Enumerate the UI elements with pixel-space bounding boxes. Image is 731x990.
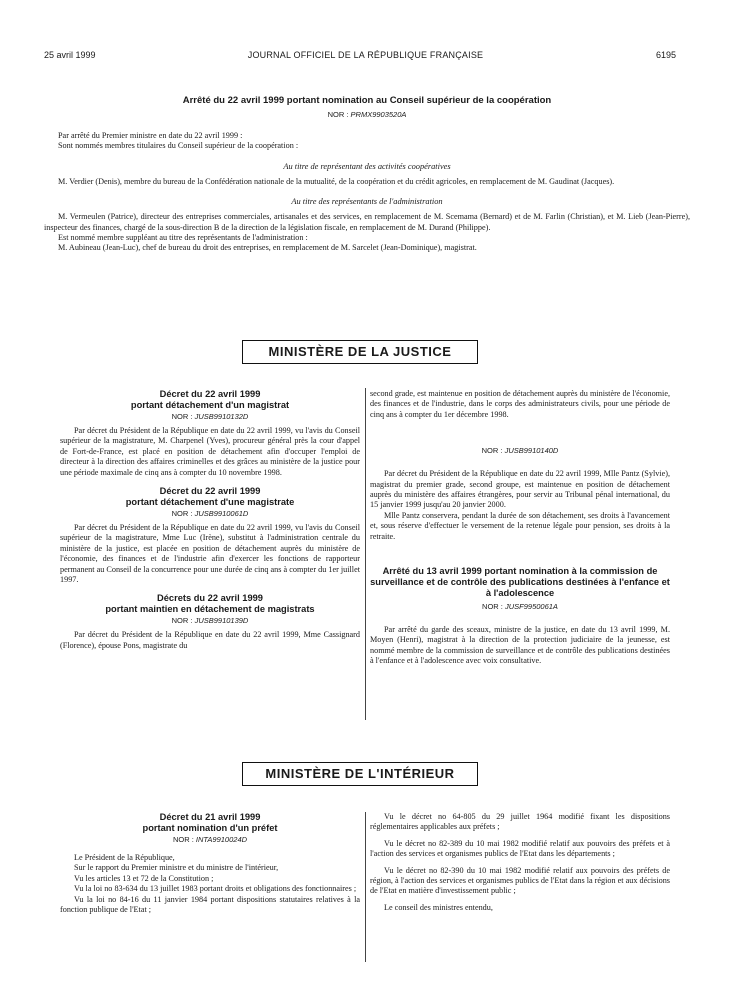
right-text2: Par décret du Président de la République en date du 22 avril 1999, Mlle Pantz (Sylvie), magistrat du premier grade, second groupe, est maintenue en position de détachement auprès du ministère des affaires étrangères, pour servir au Tribunal pénal international, du 15 janvier 1999 jusqu'au 20 janvier 2000. <box>370 469 670 510</box>
header-date: 25 avril 1999 <box>44 50 96 60</box>
page-number: 6195 <box>656 50 677 60</box>
journal-title: JOURNAL OFFICIEL DE LA RÉPUBLIQUE FRANÇAISE <box>247 50 484 60</box>
right-text3: Mlle Pantz conservera, pendant la durée de son détachement, ses droits à l'avancement et, sous réserve d'effectuer le versement de la retenue légale pour pension, ses droits à la retraite. <box>370 510 670 541</box>
interieur-right-column <box>370 812 670 913</box>
justice-left-column <box>60 389 360 651</box>
decret4-title: Décret du 21 avril 1999 portant nomination d'un préfet <box>142 812 278 833</box>
decret4-line1: Le Président de la République, <box>74 853 175 862</box>
arrete-body: Par arrêté du Premier ministre en date du 22 avril 1999 : Sont nommés membres titulaires du Conseil supérieur de la coopération : Au titre de représentant des activités coopératives M. Verdier (Denis), membre du bureau de la Confédération nationale de la mutualité, de la coopération et du crédit agricoles, en remplacement de M. Gaudinat (Jacques). Au titre des représentants de l'administration M. Vermeulen (Patrice), directeur des entreprises commerciales, artisanales et des services, en remplacement de M. Scemama (Bernard) et de M. Farlin (Christian), et M. Lieb (Jean-Pierre), inspecteur des finances, chargé de la sous-direction B de la direction de la législation fiscale, en remplacement de M. Durand (Philippe). Est nommé membre suppléant au titre des représentants de l'administration : M. Aubineau (Jean-Luc), chef de bureau du droit des entreprises, en remplacement de M. Sarcelet (Jean-Dominique), magistrat. <box>44 131 690 253</box>
decret4-line2: Sur le rapport du Premier ministre et du ministre de l'intérieur, <box>74 863 279 873</box>
decret1-nor: NOR : JUSB9910132D <box>171 412 249 421</box>
arrete2-nor: NOR : JUSF9950061A <box>482 602 558 612</box>
decret4-line5: Vu la loi no 84-16 du 11 janvier 1984 portant dispositions statutaires relatives à la fonction publique de l'Etat ; <box>60 894 360 915</box>
arrete-nor: NOR : PRMX9903520A <box>327 110 407 119</box>
arrete-title: Arrêté du 22 avril 1999 portant nomination au Conseil supérieur de la coopération <box>182 95 552 106</box>
decret4-line4: Vu la loi no 83-634 du 13 juillet 1983 portant droits et obligations des fonctionnaires ; <box>74 884 357 894</box>
vu-line3: Vu le décret no 82-390 du 10 mai 1982 modifié relatif aux pouvoirs des préfets de région, à l'action des services et organismes publics de l'Etat dans la région et aux décisions de l'Etat en matière d'investissement public ; <box>370 865 670 896</box>
right-text1: second grade, est maintenue en position de détachement auprès du ministère de l'économie, des finances et de l'industrie, dans le corps des administrateurs civils, pour une période de cinq ans à compter du 1er décembre 1998. <box>370 389 670 419</box>
decret3-text: Par décret du Président de la République en date du 22 avril 1999, Mme Cassignard (Florence), épouse Pons, magistrate du <box>60 630 360 650</box>
justice-right-column <box>370 389 670 667</box>
decret3-nor: NOR : JUSB9910139D <box>171 616 249 626</box>
decret2-title: Décret du 22 avril 1999 portant détachement d'une magistrate <box>125 486 295 508</box>
decret4-line3: Vu les articles 13 et 72 de la Constitution ; <box>74 873 214 883</box>
column-divider-2 <box>365 812 366 962</box>
vu-line4: Le conseil des ministres entendu, <box>384 902 493 912</box>
column-divider <box>365 388 366 720</box>
ministere-justice-heading: MINISTÈRE DE LA JUSTICE <box>242 340 478 364</box>
decret2-nor: NOR : JUSB9910061D <box>171 509 249 519</box>
right-text4: Par arrêté du garde des sceaux, ministre de la justice, en date du 13 avril 1999, M. Moyen (Henri), magistrat à la direction de la protection judiciaire de la jeunesse, est nommé membre de la commission de surveillance et de contrôle des publications destinées à l'enfance et à l'adolescence avec voix consultative. <box>370 625 670 666</box>
decret1-title: Décret du 22 avril 1999 portant détachement d'un magistrat <box>130 389 290 410</box>
right-nor: NOR : JUSB9910140D <box>481 446 559 456</box>
arrete2-title: Arrêté du 13 avril 1999 portant nomination à la commission de surveillance et de contrôle des publications destinées à l'enfance et à l'adolescence <box>370 566 670 599</box>
ministere-interieur-heading: MINISTÈRE DE L'INTÉRIEUR <box>242 762 478 786</box>
vu-line1: Vu le décret no 64-805 du 29 juillet 1964 modifié fixant les dispositions réglementaires applicables aux préfets ; <box>370 812 670 832</box>
decret1-text: Par décret du Président de la République en date du 22 avril 1999, vu l'avis du Conseil supérieur de la magistrature, M. Charpenel (Yves), procureur général près la cour d'appel de Fort-de-France, est placé en position de détachement afin d'occuper l'emploi de directeur à la direction des affaires criminelles et des grâces au ministère de la justice pour une période maximale de cinq ans à compter du 10 novembre 1998. <box>60 426 360 477</box>
decret3-title: Décrets du 22 avril 1999 portant maintien en détachement de magistrats <box>105 593 315 615</box>
interieur-left-column <box>60 812 360 915</box>
vu-line2: Vu le décret no 82-389 du 10 mai 1982 modifié relatif aux pouvoirs des préfets et à l'action des services et organismes publics de l'Etat dans les départements ; <box>370 838 670 859</box>
decret4-nor: NOR : INTA9910024D <box>172 835 248 844</box>
decret2-text: Par décret du Président de la République en date du 22 avril 1999, vu l'avis du Conseil supérieur de la magistrature, Mme Luc (Irène), substitut à l'administration centrale du ministère de la justice, est placée en position de détachement auprès du ministère de l'économie, des finances et de l'industrie afin d'exercer les fonctions de rapporteur permanent au Conseil de la concurrence pour une durée de cinq ans à compter du 1er juillet 1997. <box>60 523 360 585</box>
